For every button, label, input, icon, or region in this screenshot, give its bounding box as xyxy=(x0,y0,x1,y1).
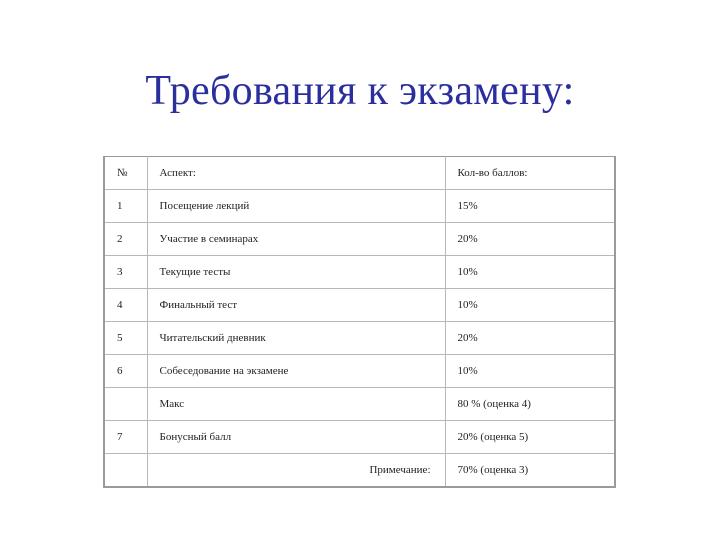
row-aspect: Собеседование на экзамене xyxy=(147,355,445,388)
table-row xyxy=(104,322,615,355)
table-row xyxy=(104,223,615,256)
row-number: 7 xyxy=(104,421,147,454)
header-cell-aspect: Аспект: xyxy=(147,157,445,190)
row-aspect: Участие в семинарах xyxy=(147,223,445,256)
note-label: Примечание: xyxy=(147,454,445,488)
row-number xyxy=(104,454,147,488)
table-row xyxy=(104,256,615,289)
row-aspect: Бонусный балл xyxy=(147,421,445,454)
note-value: 70% (оценка 3) xyxy=(445,454,615,488)
table-row xyxy=(104,289,615,322)
row-points: 80 % (оценка 4) xyxy=(445,388,615,421)
row-points: 15% xyxy=(445,190,615,223)
table-row-max xyxy=(104,388,615,421)
table-row-note xyxy=(104,454,615,488)
row-points: 20% xyxy=(445,322,615,355)
row-number: 1 xyxy=(104,190,147,223)
row-aspect: Текущие тесты xyxy=(147,256,445,289)
row-number xyxy=(104,388,147,421)
row-points: 10% xyxy=(445,289,615,322)
row-aspect: Посещение лекций xyxy=(147,190,445,223)
row-points: 20% (оценка 5) xyxy=(445,421,615,454)
row-number: 3 xyxy=(104,256,147,289)
table-row-bonus xyxy=(104,421,615,454)
page-title: Требования к экзамену: xyxy=(145,68,575,114)
table-row xyxy=(104,355,615,388)
row-aspect: Читательский дневник xyxy=(147,322,445,355)
row-points: 10% xyxy=(445,256,615,289)
row-points: 20% xyxy=(445,223,615,256)
row-number: 4 xyxy=(104,289,147,322)
row-points: 10% xyxy=(445,355,615,388)
row-number: 2 xyxy=(104,223,147,256)
row-aspect: Макс xyxy=(147,388,445,421)
row-aspect: Финальный тест xyxy=(147,289,445,322)
table-row xyxy=(104,190,615,223)
row-number: 5 xyxy=(104,322,147,355)
exam-requirements-table xyxy=(103,156,616,488)
row-number: 6 xyxy=(104,355,147,388)
header-cell-points: Кол-во баллов: xyxy=(445,157,615,190)
header-cell-number: № xyxy=(104,157,147,190)
table-header-row xyxy=(104,157,615,190)
